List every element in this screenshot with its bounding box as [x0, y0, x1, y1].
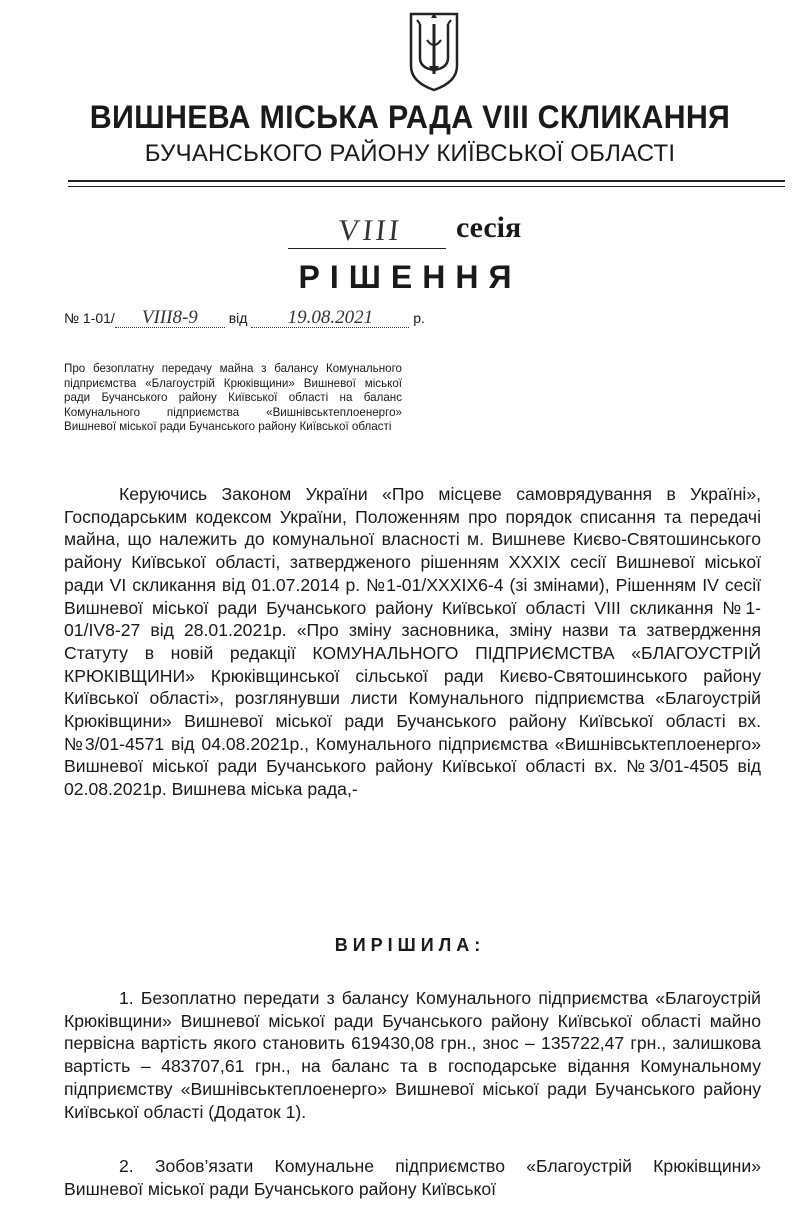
header-rule-thick — [68, 180, 785, 182]
trident-emblem-icon — [405, 10, 463, 94]
resolved-heading: ВИРІШИЛА: — [334, 935, 486, 955]
council-subtitle: БУЧАНСЬКОГО РАЙОНУ КИЇВСЬКОЇ ОБЛАСТІ — [144, 140, 676, 167]
decision-subject: Про безоплатну передачу майна з балансу Комунального підприємства «Благоустрій Крюківщини» Вишневої міської ради Бучанського району Київської області на баланс Комунального підприємства «Вишнівськтеплоенерго» Вишневої міської ради Бучанського району Київської області — [64, 362, 402, 434]
decision-number-prefix: № 1-01/ — [64, 310, 115, 326]
decision-title: РІШЕННЯ — [298, 259, 522, 295]
decision-date-suffix: р. — [413, 310, 425, 326]
header-rule-thin — [68, 186, 785, 187]
session-label: сесія — [456, 211, 522, 244]
preamble-paragraph: Керуючись Законом України «Про місцеве самоврядування в Україні», Господарським кодексом України, Положенням про порядок списання та передачі майна, що належить до комунальної власності м. Вишневе Києво-Святошинського району Київської області, затвердженого рішенням XXXIX сесії Вишневої міської ради VI скликання від 01.07.2014 р. №1-01/XXXIX6-4 (зі змінами), Рішенням IV сесії Вишневої міської ради Бучанського району Київської області VIII скликання №1-01/IV8-27 від 28.01.2021р. «Про зміну засновника, зміну назви та затвердження Статуту в новій редакції КОМУНАЛЬНОГО ПІДПРИЄМСТВА «БЛАГОУСТРІЙ КРЮКІВЩИНИ» Крюківщинської сільської ради Києво-Святошинського району Київської області», розглянувши листи Комунального підприємства «Благоустрій Крюківщини» Вишневої міської ради Бучанського району Київської області вх. №3/01-4571 від 04.08.2021р., Комунального підприємства «Вишнівськтеплоенерго» Вишневої міської ради Бучанського району Київської області вх. №3/01-4505 від 02.08.2021р. Вишнева міська рада,- — [64, 484, 761, 800]
decision-number-handwritten: VIII8-9 — [115, 309, 225, 328]
decision-date-handwritten: 19.08.2021 — [251, 309, 409, 328]
council-name: ВИШНЕВА МІСЬКА РАДА VIII СКЛИКАННЯ — [89, 99, 731, 135]
decision-number-line — [64, 309, 425, 328]
session-number: VIII — [336, 214, 404, 247]
resolution-item-1: 1. Безоплатно передати з балансу Комунального підприємства «Благоустрій Крюківщини» Вишневої міської ради Бучанського району Київської області майно первісна вартість якого становить 619430,08 грн., знос – 135722,47 грн., залишкова вартість – 483707,61 грн., на баланс та в господарське відання Комунальному підприємству «Вишнівськтеплоенерго» Вишневої міської ради Бучанського району Київської області (Додаток 1). — [64, 988, 761, 1122]
resolution-item-2: 2. Зобов’язати Комунальне підприємство «Благоустрій Крюківщини» Вишневої міської ради Бучанського району Київської — [64, 1156, 761, 1199]
decision-date-prefix: від — [228, 310, 248, 326]
